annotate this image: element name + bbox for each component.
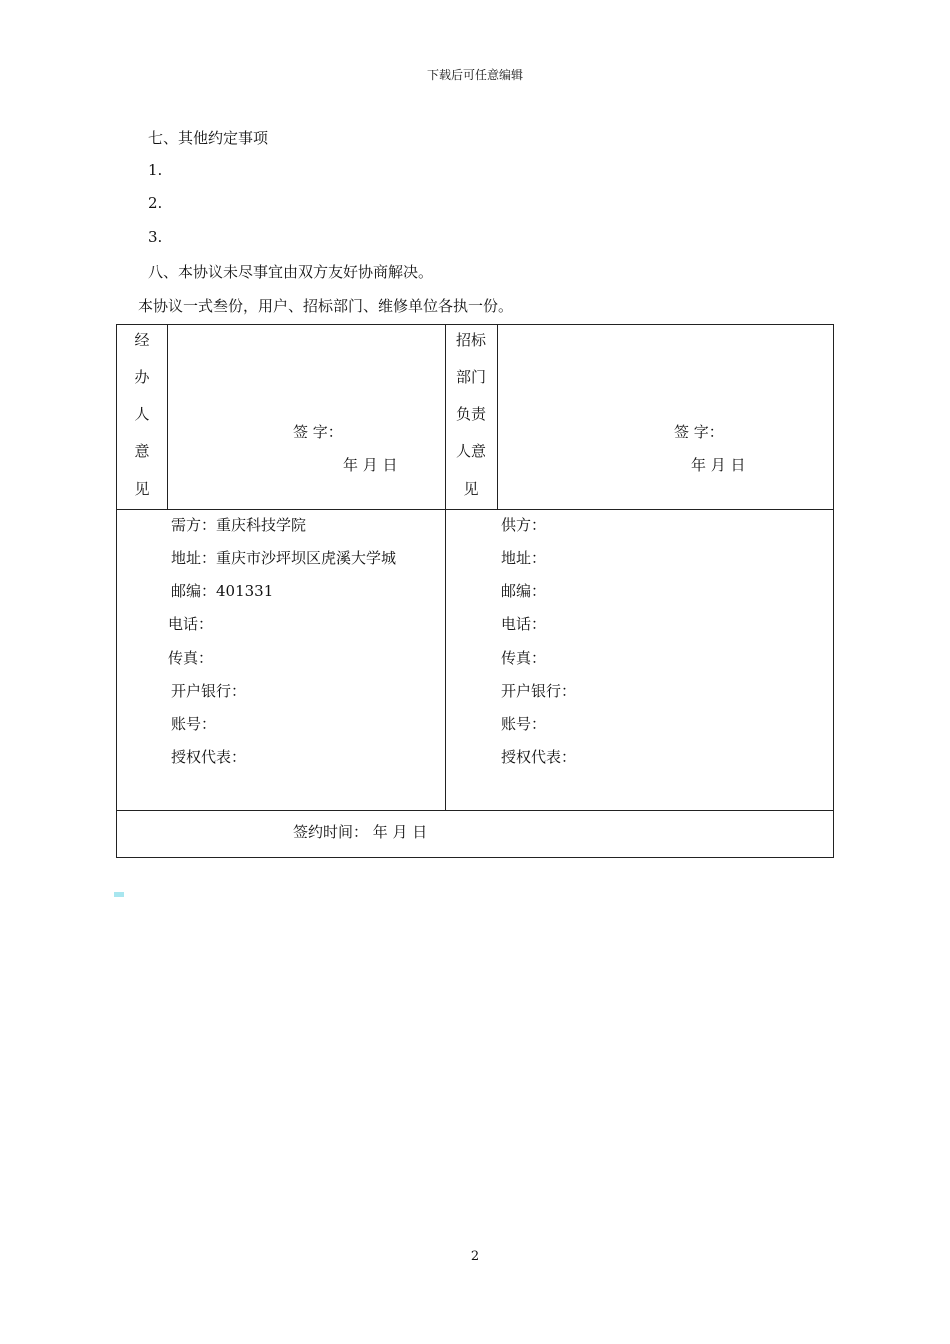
dept-head-date-label: 年 月 日	[691, 456, 746, 474]
table-divider-row2	[117, 810, 833, 811]
highlight-marker	[114, 892, 124, 897]
supplier-address: 地址：	[501, 549, 547, 567]
supplier-party: 供方：	[501, 516, 547, 534]
clause-item-1: 1.	[148, 161, 163, 179]
copies-statement: 本协议一式叁份，用户、招标部门、维修单位各执一份。	[138, 297, 514, 315]
supplier-postcode: 邮编：	[501, 582, 547, 600]
supplier-phone: 电话：	[501, 615, 547, 633]
handler-opinion-label-char: 办	[134, 368, 150, 386]
dept-head-opinion-label-line: 部门	[455, 368, 486, 386]
handler-opinion-label-char: 意	[134, 442, 150, 460]
buyer-address: 地址：重庆市沙坪坝区虎溪大学城	[171, 549, 397, 567]
supplier-account: 账号：	[501, 715, 547, 733]
buyer-party: 需方：重庆科技学院	[171, 516, 307, 534]
signing-time: 签约时间： 年 月 日	[293, 823, 428, 841]
buyer-fax: 传真：	[168, 649, 214, 667]
dept-head-opinion-label-line: 见	[463, 480, 479, 498]
table-divider-left-label	[167, 325, 168, 509]
handler-date-label: 年 月 日	[343, 456, 398, 474]
handler-opinion-label-char: 人	[134, 405, 150, 423]
handler-opinion-label-char: 经	[134, 331, 150, 349]
buyer-phone: 电话：	[168, 615, 214, 633]
table-divider-row1	[117, 509, 833, 510]
buyer-postcode: 邮编：401331	[171, 582, 274, 600]
dept-head-opinion-label-line: 负责	[455, 405, 486, 423]
clause-item-3: 3.	[148, 228, 163, 246]
agreement-table	[116, 324, 834, 858]
supplier-fax: 传真：	[501, 649, 547, 667]
buyer-representative: 授权代表：	[171, 748, 247, 766]
handler-opinion-label-char: 见	[134, 480, 150, 498]
clause-eight: 八、本协议未尽事宜由双方友好协商解决。	[148, 263, 434, 281]
buyer-account: 账号：	[171, 715, 217, 733]
table-divider-right-label	[497, 325, 498, 509]
page-number: 2	[470, 1249, 480, 1264]
page-header: 下载后可任意编辑	[426, 68, 523, 82]
dept-head-opinion-label-line: 招标	[455, 331, 486, 349]
clause-item-2: 2.	[148, 194, 163, 212]
table-divider-center	[445, 325, 446, 810]
dept-head-opinion-label-line: 人意	[455, 442, 486, 460]
supplier-bank: 开户银行：	[501, 682, 577, 700]
supplier-representative: 授权代表：	[501, 748, 577, 766]
handler-sign-label: 签 字：	[293, 423, 343, 441]
dept-head-sign-label: 签 字：	[674, 423, 724, 441]
buyer-bank: 开户银行：	[171, 682, 247, 700]
clause-seven: 七、其他约定事项	[148, 129, 269, 147]
